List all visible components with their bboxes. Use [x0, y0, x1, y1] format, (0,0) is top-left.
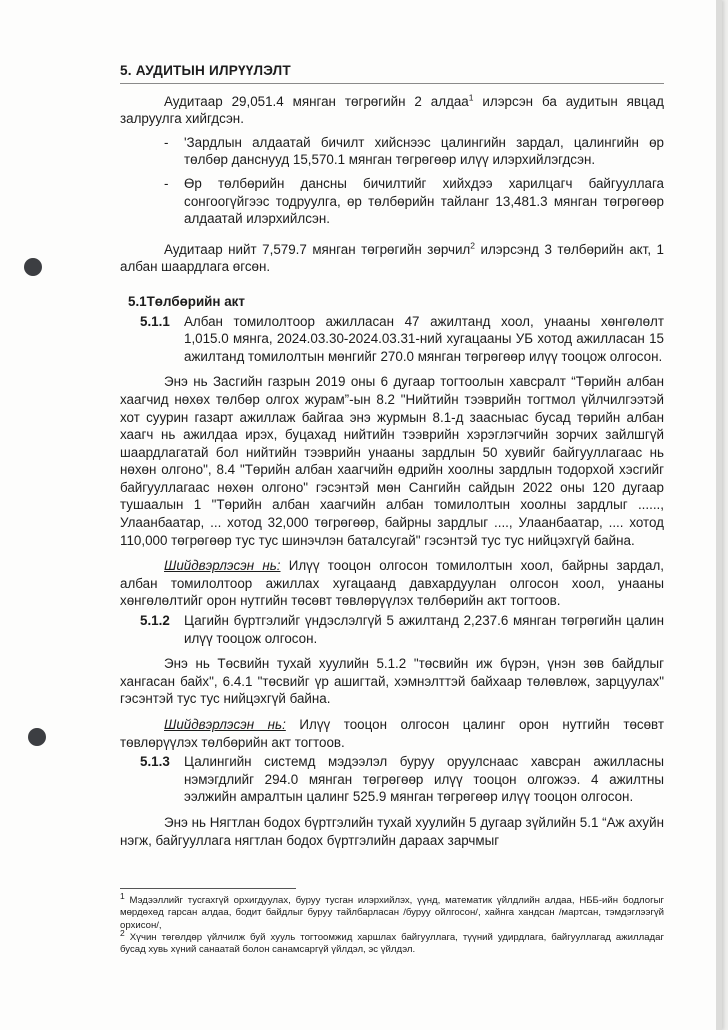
finding-text: Цагийн бүртгэлийг үндэслэлгүй 5 ажилтанд 2,237.6 мянган төгрөгийн цалин илүү тооцож олгосон.	[184, 613, 664, 646]
violation-text-after: илэрсэнд 3 төлбөрийн акт, 1 албан шаардлага өгсөн.	[120, 241, 665, 275]
subsection-label: Төлбөрийн акт	[146, 293, 245, 309]
finding-explanation: Энэ нь Төсвийн тухай хуулийн 5.1.2 "төсвийн иж бүрэн, үнэн зөв байдлыг хангасан байх", 6.4.1 "төсвийг үр ашигтай, хэмнэлттэй байхаар төлөвлөж, зарцуулах" гэсэнтэй тус тус нийцэхгүй байна.	[120, 656, 664, 707]
punch-hole	[28, 728, 46, 746]
violation-paragraph	[120, 241, 664, 276]
bullet-text: 'Зардлын алдаатай бичилт хийснээс цалингийн зардал, цалингийн өр төлбөр данснууд 15,570.1 мянган төгрөгөөр илүү илэрхийлэгдсэн.	[184, 134, 664, 168]
finding-explanation: Энэ нь Засгийн газрын 2019 оны 6 дугаар тогтоолын хавсралт “Төрийн албан хаагчид нөхөх төлбөр олгох журам”-ын 8.2 "Нийтийн тээврийн тогтмол үйлчилгээтэй хот суурин газарт ажиллаж байгаа энэ журмын 8.1-д заасныас бусад төрийн албан хаагч нь ажилдаа ирэх, буцахад нийтийн тээврийн хэрэглэгчийн зорчих зайлшгүй шаардлагатай бол нийтийн тээврийн унааны зардлын 50 хувийг байгууллагаас нь нөхөн олгоно", 8.4 "Төрийн албан хаагчийн өдрийн хоолны зардлын тодорхой хэсгийг байгууллагаас нөхөн олгоно" гэсэнтэй мөн Сангийн сайдын 2022 оны 120 дугаар тушаалын 1 "Төрийн албан хаагчийн албан томилолтын хоолны зардлыг ......, Улаанбаатар, ... хотод 32,000 төгрөгөөр, байрны зардлыг ...., Улаанбаатар, .... хотод 110,000 төгрөгөөр тус тус шинэчлэн баталсугай" гэсэнтэй тус тус нийцэхгүй байна.	[120, 374, 664, 548]
subsection-number: 5.1	[128, 293, 147, 309]
finding-number: 5.1.2	[140, 613, 170, 629]
finding-text: Цалингийн системд мэдээлэл буруу оруулснаас хавсран ажилласны нэмэгдлийг 294.0 мянган төгрөгөөр илүү тооцон олгожээ. 4 ажилтны ээлжийн амралтын цалинг 525.9 мянган төгрөгөөр илүү тооцон олгосон.	[184, 754, 664, 805]
intro-text-after: илэрсэн ба аудитын явцад залруулга хийгдсэн.	[120, 93, 664, 127]
footnote	[120, 890, 664, 932]
decided-label: Шийдвэрлэсэн нь:	[164, 717, 286, 732]
bullet-item	[164, 175, 664, 228]
footnote-separator	[120, 888, 296, 889]
footnote	[120, 927, 664, 957]
punch-hole	[24, 258, 42, 276]
finding-item	[140, 313, 664, 366]
finding-number: 5.1.3	[140, 754, 170, 770]
finding-item	[140, 753, 664, 806]
footnote-number: 1	[120, 890, 125, 901]
footnotes	[120, 890, 664, 956]
decided-text: Илүү тооцон олгосон цалинг орон нутгийн төсөвт төвлөрүүлэх төлбөрийн акт тогтоов.	[120, 717, 665, 750]
footnote-text: Хүчин төгөлдөр үйлчилж буй хууль тогтоомжид харшлах байгууллага, түүний удирдлага, байгууллагад ажилладаг бусад хувь хүний санаатай болон санамсаргүй үйлдэл, эс үйлдэл.	[120, 931, 664, 956]
page-body	[120, 62, 664, 849]
bullet-dash: -	[164, 134, 169, 150]
decided-text: Илүү тооцон олгосон томилолтын хоол, байрны зардал, албан томилолтоор ажиллах хугацаанд давхардуулан олгосон хоол, унааны хөнгөлөлтийг орон нутгийн төсөвт төвлөрүүлэх төлбөрийн акт тогтоов.	[120, 558, 664, 609]
finding-number: 5.1.1	[140, 313, 170, 329]
section-heading: 5. АУДИТЫН ИЛРҮҮЛЭЛТ	[120, 62, 664, 84]
finding-decision	[120, 716, 664, 751]
footnote-text: Мэдээллийг тусгахгүй орхигдуулах, буруу тусган илэрхийлэх, үүнд, математик үйлдлийн алдаа, НББ-ийн бодлогыг мөрдөхөд гарсан алдаа, бодит байдлыг буруу тайлбарласан /буруу ойлгосон/, хайнга хандсан /мартсан, тэмдэглээгүй орхисон/,	[120, 895, 664, 931]
intro-paragraph	[120, 93, 664, 128]
bullet-dash: -	[164, 175, 169, 191]
bullet-text: Өр төлбөрийн дансны бичилтийг хийхдээ харилцагч байгууллага сонгоогүйгээс тодруулга, өр төлбөрийн тайланг 13,481.3 мянган төгрөгөөр алдаатай илэрхийлсэн.	[184, 175, 664, 227]
violation-text: Аудитаар нийт 7,579.7 мянган төгрөгийн зөрчил	[164, 241, 471, 257]
subsection-title	[128, 293, 664, 311]
intro-text: Аудитаар 29,051.4 мянган төгрөгийн 2 алдаа	[164, 93, 469, 109]
finding-text: Албан томилолтоор ажилласан 47 ажилтанд хоол, унааны хөнгөлөлт 1,015.0 мянга, 2024.03.30-2024.03.31-ний хугацааны УБ хотод ажилласан 15 ажилтанд томилолтын мөнгийг 270.0 мянган төгрөгөөр илүү тооцож олгосон.	[184, 313, 664, 364]
footnote-ref-2: 2	[470, 240, 475, 251]
footnote-ref-1: 1	[468, 92, 474, 103]
finding-explanation: Энэ нь Нягтлан бодох бүртгэлийн тухай хуулийн 5 дугаар зүйлийн 5.1 “Аж ахуйн нэгж, байгууллага нягтлан бодох бүртгэлийн дараах зарчмыг	[120, 814, 664, 848]
finding-item	[140, 612, 664, 647]
page-edge	[716, 0, 722, 1030]
bullet-item	[164, 134, 664, 169]
finding-decision	[120, 557, 664, 610]
decided-label: Шийдвэрлэсэн нь:	[164, 558, 281, 574]
footnote-number: 2	[120, 927, 125, 938]
